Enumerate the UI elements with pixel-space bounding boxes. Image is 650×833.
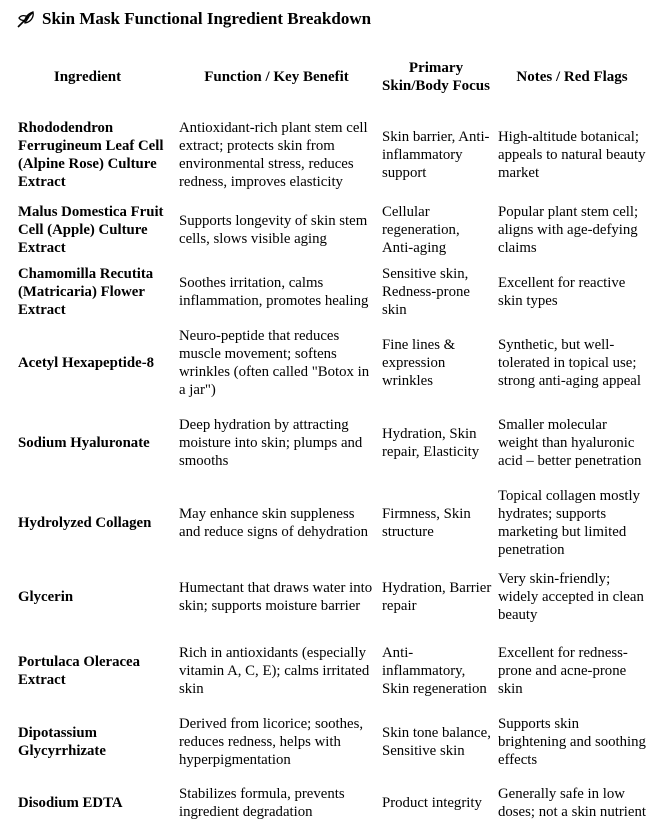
leaf-icon	[16, 9, 36, 29]
function-cell: Soothes irritation, calms inflammation, promotes healing	[179, 275, 369, 309]
table-row	[0, 563, 650, 631]
function-cell: Derived from licorice; soothes, reduces redness, helps with hyperpigmentation	[179, 716, 364, 768]
focus-cell: Hydration, Skin repair, Elasticity	[382, 426, 480, 460]
notes-cell: High-altitude botanical; appeals to natural beauty market	[498, 128, 646, 181]
table-row	[0, 403, 650, 483]
notes-cell: Synthetic, but well-tolerated in topical use; strong anti-aging appeal	[498, 337, 641, 389]
header-notes: Notes / Red Flags	[516, 69, 628, 85]
notes-cell: Excellent for redness-prone and acne-prone skin	[498, 645, 628, 697]
function-cell: Neuro-peptide that reduces muscle movement; softens wrinkles (often called "Botox in a jar")	[179, 328, 370, 398]
function-cell: Deep hydration by attracting moisture into skin; plumps and smooths	[179, 417, 363, 469]
function-cell: Antioxidant-rich plant stem cell extract; protects skin from environmental stress, reduces redness, improves elasticity	[179, 119, 368, 190]
notes-cell: Generally safe in low doses; not a skin nutrient	[498, 786, 646, 820]
focus-cell: Skin barrier, Anti-inflammatory support	[382, 128, 490, 181]
focus-cell: Skin tone balance, Sensitive skin	[382, 725, 491, 759]
table-row	[0, 711, 650, 773]
table-row	[0, 483, 650, 563]
notes-cell: Smaller molecular weight than hyaluronic acid – better penetration	[498, 417, 642, 469]
ingredient-cell: Acetyl Hexapeptide-8	[18, 355, 155, 371]
notes-cell: Very skin-friendly; widely accepted in clean beauty	[498, 571, 644, 623]
ingredient-cell: Dipotassium Glycyrrhizate	[18, 725, 106, 759]
focus-cell: Hydration, Barrier repair	[382, 580, 492, 614]
notes-cell: Excellent for reactive skin types	[498, 275, 626, 309]
focus-cell: Fine lines & expression wrinkles	[382, 337, 456, 389]
ingredient-cell: Disodium EDTA	[18, 795, 123, 811]
function-cell: Supports longevity of skin stem cells, slows visible aging	[179, 213, 368, 247]
focus-cell: Product integrity	[382, 795, 482, 811]
function-cell: Rich in antioxidants (especially vitamin A, C, E); calms irritated skin	[179, 645, 370, 697]
focus-cell: Firmness, Skin structure	[382, 506, 471, 540]
focus-cell: Cellular regeneration, Anti-aging	[382, 204, 460, 256]
ingredient-cell: Glycerin	[18, 589, 74, 605]
table-row	[0, 773, 650, 833]
function-cell: Humectant that draws water into skin; supports moisture barrier	[179, 580, 373, 614]
header-ingredient: Ingredient	[53, 69, 122, 85]
focus-cell: Sensitive skin, Redness-prone skin	[382, 266, 470, 318]
notes-cell: Popular plant stem cell; aligns with age-defying claims	[498, 204, 639, 256]
table-row	[0, 631, 650, 711]
notes-cell: Topical collagen mostly hydrates; supports marketing but limited penetration	[498, 488, 640, 558]
ingredient-cell: Chamomilla Recutita (Matricaria) Flower Extract	[18, 266, 154, 318]
ingredient-cell: Malus Domestica Fruit Cell (Apple) Culture Extract	[18, 204, 164, 256]
ingredient-cell: Hydrolyzed Collagen	[18, 515, 152, 531]
header-focus: Primary Skin/Body Focus	[382, 60, 490, 94]
header-function: Function / Key Benefit	[204, 69, 349, 85]
table-row	[0, 323, 650, 403]
table-row	[0, 110, 650, 199]
ingredient-cell: Portulaca Oleracea Extract	[18, 654, 141, 688]
function-cell: May enhance skin suppleness and reduce signs of dehydration	[179, 506, 369, 540]
table-row	[0, 261, 650, 323]
page-title	[16, 8, 371, 30]
focus-cell: Anti-inflammatory, Skin regeneration	[382, 645, 487, 697]
page-title-text: Skin Mask Functional Ingredient Breakdown	[42, 9, 372, 28]
table-row	[0, 199, 650, 261]
ingredient-table	[0, 48, 650, 833]
ingredient-cell: Sodium Hyaluronate	[18, 435, 150, 451]
notes-cell: Supports skin brightening and soothing effects	[498, 716, 646, 768]
table-header-row	[0, 48, 650, 110]
ingredient-cell: Rhododendron Ferrugineum Leaf Cell (Alpine Rose) Culture Extract	[18, 119, 164, 190]
function-cell: Stabilizes formula, prevents ingredient degradation	[179, 786, 345, 820]
